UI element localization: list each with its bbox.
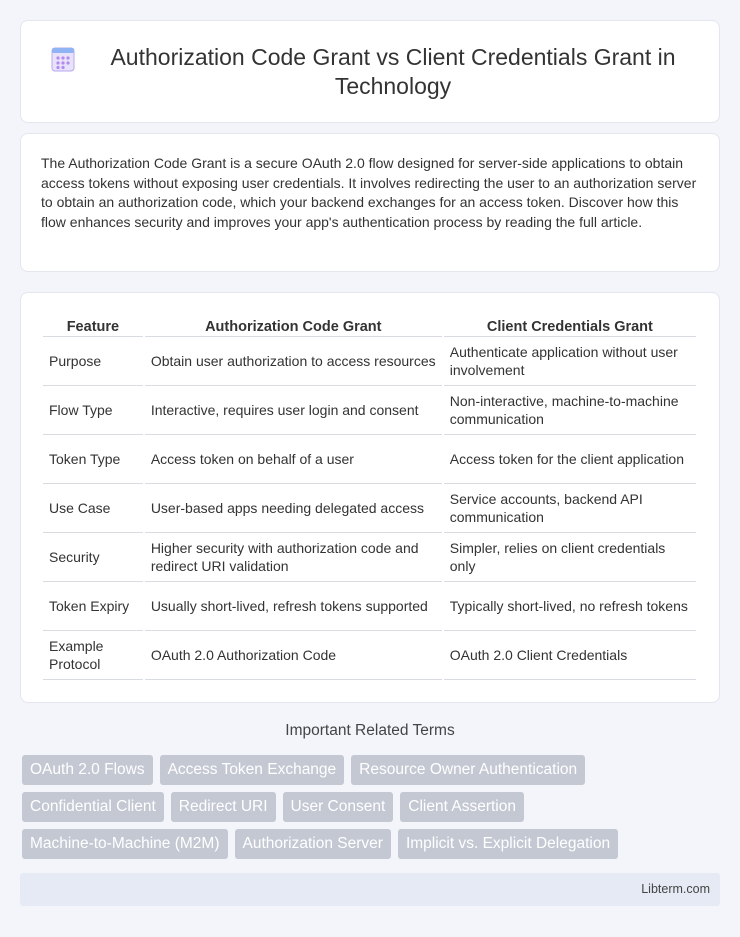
table-cell-authorization-code: Obtain user authorization to access resources bbox=[145, 337, 442, 386]
tag-redirect-uri[interactable]: Redirect URI bbox=[171, 792, 276, 822]
tag-access-token-exchange[interactable]: Access Token Exchange bbox=[160, 755, 345, 785]
table-row bbox=[43, 386, 696, 435]
table-cell-feature: Token Type bbox=[43, 435, 143, 484]
tag-oauth-flows[interactable]: OAuth 2.0 Flows bbox=[22, 755, 153, 785]
table-row bbox=[43, 533, 696, 582]
header-card bbox=[20, 20, 720, 123]
table-row bbox=[43, 582, 696, 631]
table-cell-feature: Use Case bbox=[43, 484, 143, 533]
comparison-table-card bbox=[20, 292, 720, 703]
related-terms-title: Important Related Terms bbox=[285, 722, 455, 739]
tag-row bbox=[22, 792, 722, 822]
table-cell-authorization-code: Usually short-lived, refresh tokens supported bbox=[145, 582, 442, 631]
table-cell-feature: Security bbox=[43, 533, 143, 582]
table-cell-authorization-code: OAuth 2.0 Authorization Code bbox=[145, 631, 442, 680]
table-row bbox=[43, 435, 696, 484]
related-terms-tags bbox=[22, 755, 722, 866]
table-cell-authorization-code: User-based apps needing delegated access bbox=[145, 484, 442, 533]
table-cell-client-credentials: Typically short-lived, no refresh tokens bbox=[444, 582, 696, 631]
tag-user-consent[interactable]: User Consent bbox=[283, 792, 394, 822]
table-cell-feature: Example Protocol bbox=[43, 631, 143, 680]
table-row bbox=[43, 337, 696, 386]
intro-card bbox=[20, 133, 720, 272]
tag-client-assertion[interactable]: Client Assertion bbox=[400, 792, 524, 822]
table-cell-client-credentials: Non-interactive, machine-to-machine communication bbox=[444, 386, 696, 435]
comparison-table bbox=[41, 313, 698, 680]
table-cell-feature: Token Expiry bbox=[43, 582, 143, 631]
intro-paragraph: The Authorization Code Grant is a secure OAuth 2.0 flow designed for server-side applications to obtain access tokens without exposing user credentials. It involves redirecting the user to an authorization server to obtain an authorization code, which your backend exchanges for an access token. Discover how this flow enhances security and improves your app's authentication process by reading the full article. bbox=[41, 155, 697, 231]
tag-resource-owner-authentication[interactable]: Resource Owner Authentication bbox=[351, 755, 585, 785]
tag-implicit-vs-explicit-delegation[interactable]: Implicit vs. Explicit Delegation bbox=[398, 829, 618, 859]
table-cell-client-credentials: Authenticate application without user involvement bbox=[444, 337, 696, 386]
table-cell-client-credentials: OAuth 2.0 Client Credentials bbox=[444, 631, 696, 680]
footer-brand-link[interactable]: Libterm.com bbox=[641, 882, 710, 896]
column-header-feature: Feature bbox=[43, 313, 143, 337]
table-cell-client-credentials: Service accounts, backend API communication bbox=[444, 484, 696, 533]
table-cell-feature: Flow Type bbox=[43, 386, 143, 435]
page-title: Authorization Code Grant vs Client Credentials Grant in Technology bbox=[110, 43, 676, 99]
table-cell-client-credentials: Simpler, relies on client credentials only bbox=[444, 533, 696, 582]
table-row bbox=[43, 484, 696, 533]
column-header-authorization-code: Authorization Code Grant bbox=[145, 313, 442, 337]
tag-authorization-server[interactable]: Authorization Server bbox=[235, 829, 391, 859]
tag-machine-to-machine[interactable]: Machine-to-Machine (M2M) bbox=[22, 829, 228, 859]
table-cell-authorization-code: Higher security with authorization code and redirect URI validation bbox=[145, 533, 442, 582]
tag-row bbox=[22, 755, 722, 785]
footer bbox=[20, 873, 720, 906]
column-header-client-credentials: Client Credentials Grant bbox=[444, 313, 696, 337]
tag-row bbox=[22, 829, 722, 859]
table-cell-feature: Purpose bbox=[43, 337, 143, 386]
table-cell-authorization-code: Access token on behalf of a user bbox=[145, 435, 442, 484]
table-cell-client-credentials: Access token for the client application bbox=[444, 435, 696, 484]
table-row bbox=[43, 631, 696, 680]
table-cell-authorization-code: Interactive, requires user login and consent bbox=[145, 386, 442, 435]
table-header-row bbox=[43, 313, 696, 337]
tag-confidential-client[interactable]: Confidential Client bbox=[22, 792, 164, 822]
document-icon bbox=[51, 46, 75, 72]
